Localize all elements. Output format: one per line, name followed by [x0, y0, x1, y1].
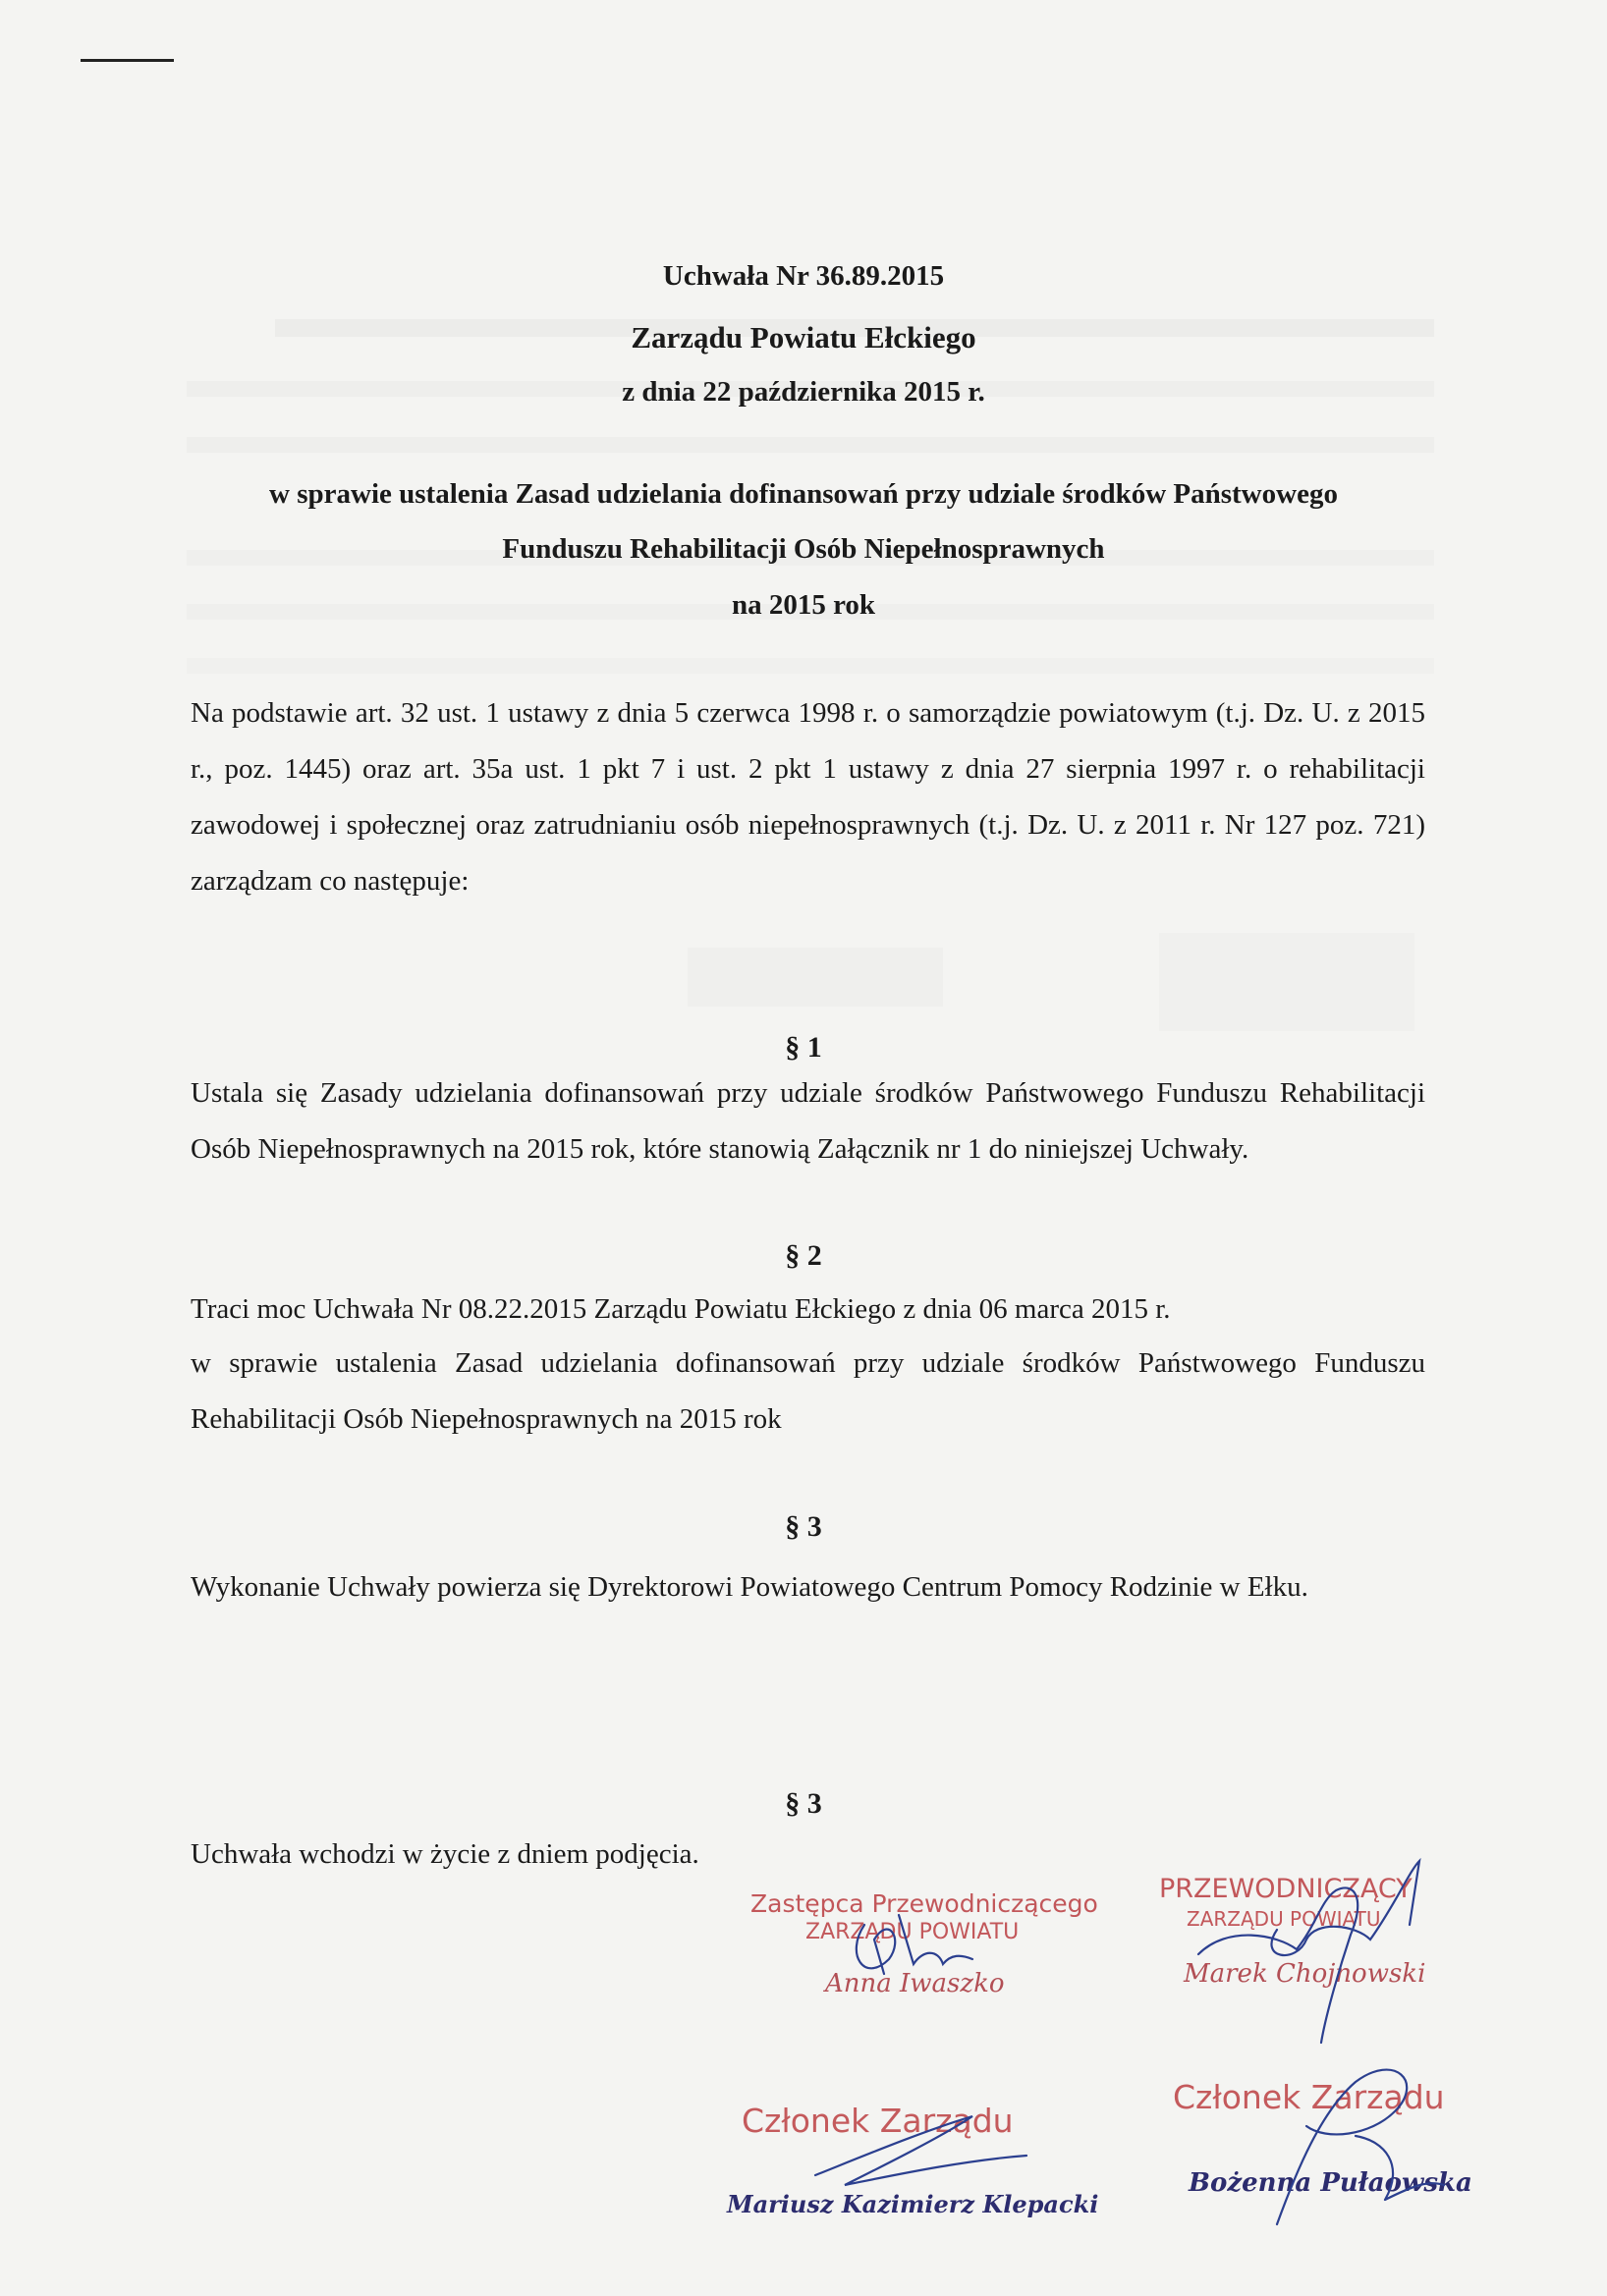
section-2-text: w sprawie ustalenia Zasad udzielania dofinansowań przy udziale środków Państwowego Funduszu Rehabilitacji Osób Niepełnosprawnych na 2015 rok: [191, 1347, 1425, 1435]
chair-stamp-title: PRZEWODNICZĄCY: [1159, 1874, 1413, 1904]
subject-line-2: Funduszu Rehabilitacji Osób Niepełnosprawnych: [502, 533, 1105, 565]
member-1-name: Mariusz Kazimierz Klepacki: [727, 2190, 1099, 2218]
section-2-line-1: Traci moc Uchwała Nr 08.22.2015 Zarządu Powiatu Ełckiego z dnia 06 marca 2015 r.: [191, 1293, 1171, 1325]
resolution-date: z dnia 22 października 2015 r.: [622, 376, 985, 408]
member-2-stamp-title: Członek Zarządu: [1173, 2078, 1445, 2116]
chair-stamp-body: ZARZĄDU POWIATU: [1187, 1907, 1381, 1931]
deputy-chair-signature: [857, 1915, 972, 1974]
section-4-heading: § 3: [785, 1787, 822, 1820]
chair-signature: [1198, 1861, 1419, 2043]
section-1-text: Ustala się Zasady udzielania dofinansowań przy udziale środków Państwowego Funduszu Rehabilitacji Osób Niepełnosprawnych na 2015 rok, które stanowią Załącznik nr 1 do niniejszej Uchwały.: [191, 1077, 1425, 1165]
section-2-heading: § 2: [785, 1239, 822, 1272]
section-1-heading: § 1: [785, 1031, 822, 1064]
member-1-signature: [815, 2116, 1026, 2185]
member-2-name: Bożenna Pułaowska: [1189, 2168, 1472, 2198]
deputy-chair-name: Anna Iwaszko: [825, 1969, 1005, 1998]
member-2-signature: [1277, 2070, 1444, 2224]
section-4-text: Uchwała wchodzi w życie z dniem podjęcia.: [191, 1838, 699, 1870]
member-1-stamp-title: Członek Zarządu: [742, 2102, 1014, 2140]
preamble: Na podstawie art. 32 ust. 1 ustawy z dnia 5 czerwca 1998 r. o samorządzie powiatowym (t.j. Dz. U. z 2015 r., poz. 1445) oraz art. 35a ust. 1 pkt 7 i ust. 2 pkt 1 ustawy z dnia 27 sierpnia 1997 r. o rehabilitacji zawodowej i społecznej oraz zatrudnianiu osób niepełnosprawnych (t.j. Dz. U. z 2011 r. Nr 127 poz. 721) zarządzam co następuje:: [191, 697, 1425, 897]
chair-name: Marek Chojnowski: [1184, 1959, 1426, 1989]
deputy-chair-stamp-title: Zastępca Przewodniczącego: [750, 1889, 1098, 1918]
section-3-text: Wykonanie Uchwały powierza się Dyrektorowi Powiatowego Centrum Pomocy Rodzinie w Ełku.: [191, 1571, 1308, 1603]
subject-line-3: na 2015 rok: [731, 589, 876, 621]
subject-line-1: w sprawie ustalenia Zasad udzielania dofinansowań przy udziale środków Państwowego: [269, 478, 1338, 510]
section-3-heading: § 3: [785, 1510, 822, 1543]
resolution-number: Uchwała Nr 36.89.2015: [662, 260, 945, 292]
deputy-chair-stamp-body: ZARZĄDU POWIATU: [805, 1920, 1020, 1944]
issuing-body: Zarządu Powiatu Ełckiego: [631, 320, 976, 355]
